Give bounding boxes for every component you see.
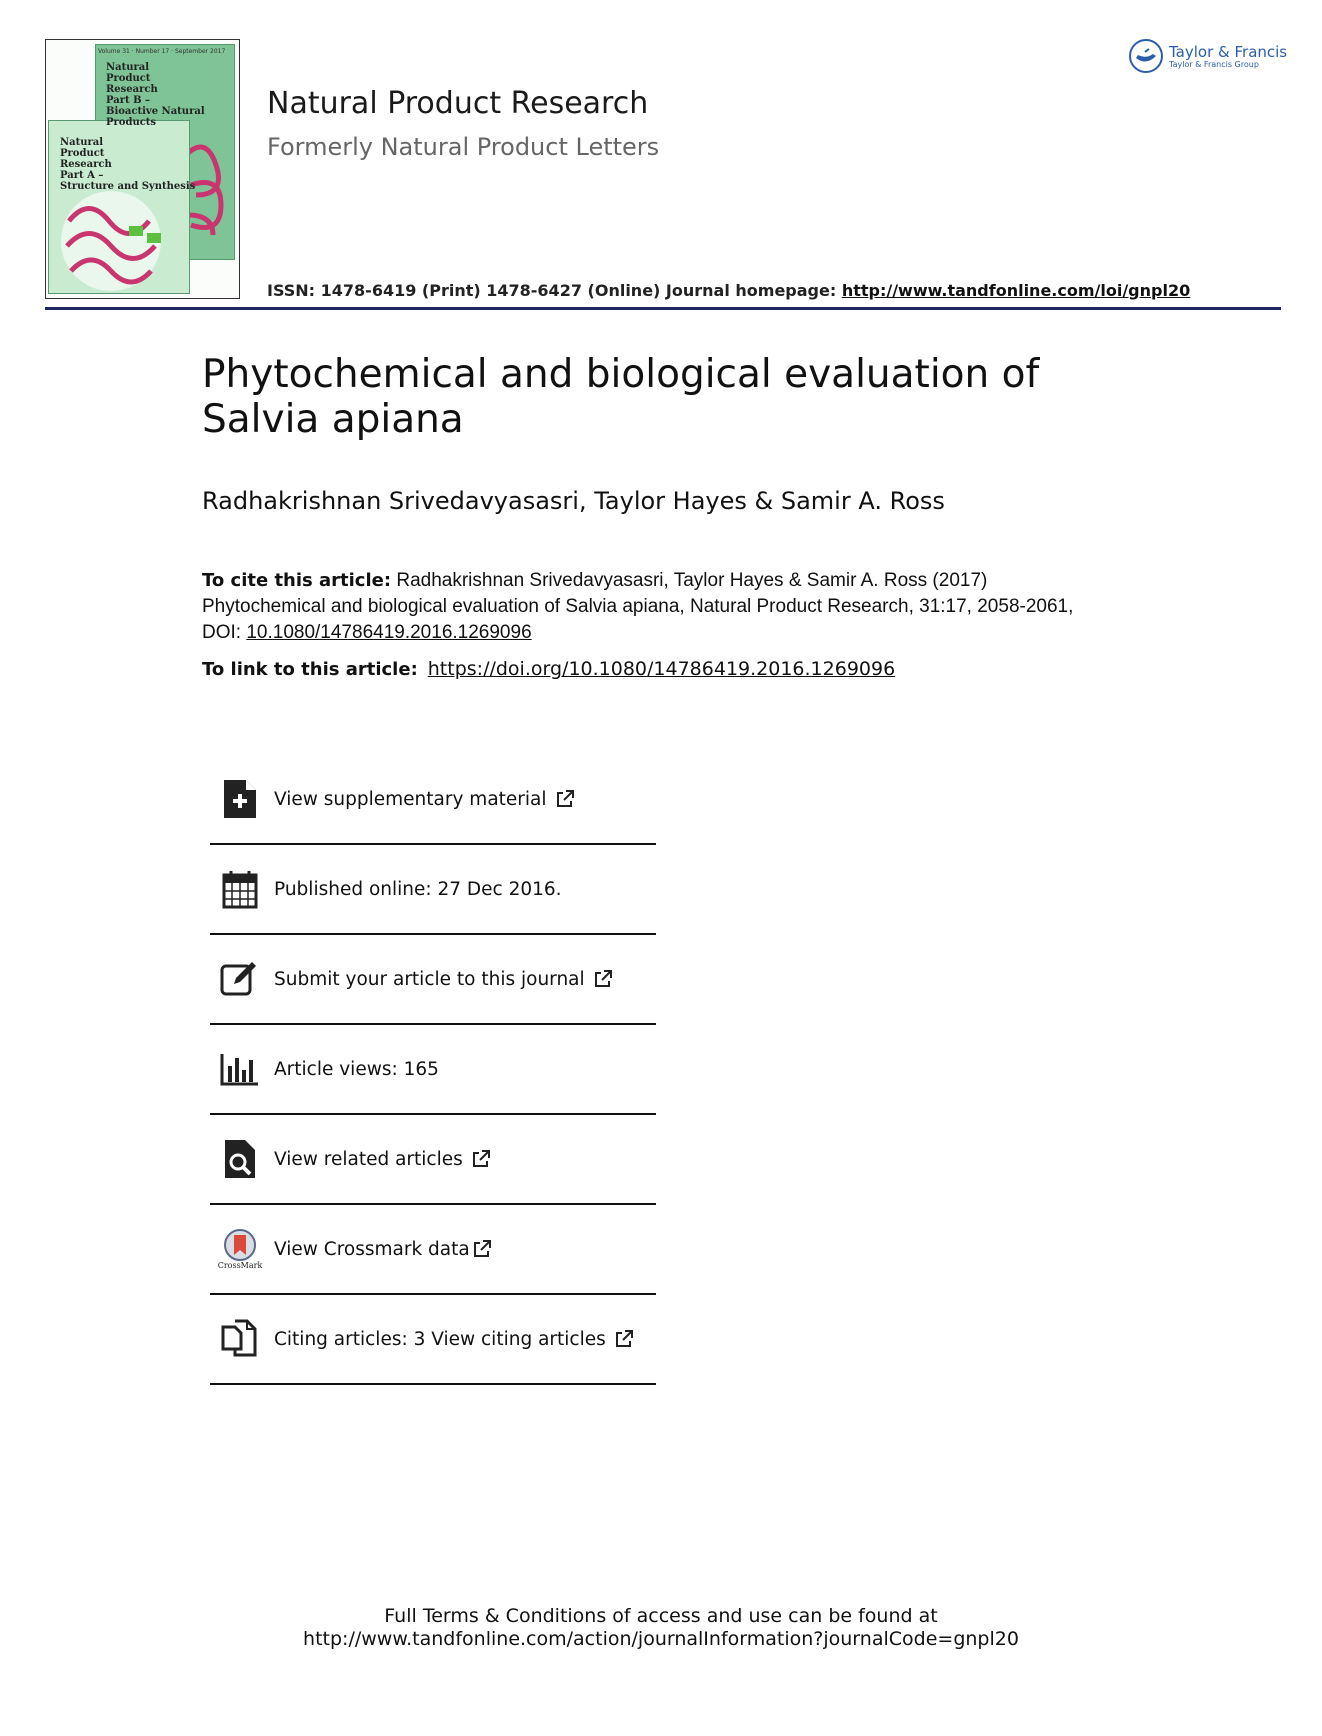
article-authors: Radhakrishnan Srivedavyasasri, Taylor Hayes & Samir A. Ross xyxy=(202,487,945,515)
external-link-icon xyxy=(472,1239,492,1259)
journal-title: Natural Product Research xyxy=(267,86,649,121)
journal-homepage-link[interactable]: http://www.tandfonline.com/loi/gnpl20 xyxy=(841,281,1191,300)
publisher-text xyxy=(1169,44,1287,69)
info-item-label: View related articles xyxy=(274,1148,463,1170)
crossmark-icon xyxy=(217,1227,263,1271)
cover-title-part-a-text: Natural Product Research Part A – Structure and Synthesis xyxy=(60,137,196,192)
article-title: Phytochemical and biological evaluation of Salvia apiana xyxy=(202,352,1040,442)
search-document-icon xyxy=(220,1137,260,1181)
cite-text: Radhakrishnan Srivedavyasasri, Taylor Hayes & Samir A. Ross (2017) Phytochemical and biological evaluation of Salvia apiana, Natural Product Research, 31:17, 2058-2061, DOI: xyxy=(202,570,1074,643)
info-item-label: Article views: 165 xyxy=(274,1058,439,1080)
article-views xyxy=(210,1025,656,1115)
calendar-icon xyxy=(220,867,260,911)
cite-label: To cite this article: xyxy=(202,570,392,591)
doi-link[interactable]: 10.1080/14786419.2016.1269096 xyxy=(246,622,532,643)
publisher-group: Taylor & Francis Group xyxy=(1169,59,1259,69)
view-related-articles[interactable] xyxy=(210,1115,656,1205)
header-divider xyxy=(45,307,1281,310)
external-link-icon xyxy=(593,969,613,989)
citing-articles[interactable] xyxy=(210,1295,656,1385)
article-doi-url[interactable]: https://doi.org/10.1080/14786419.2016.1269096 xyxy=(427,658,896,680)
info-item-label: Citing articles: 3 View citing articles xyxy=(274,1328,606,1350)
cover-small-text: Volume 31 · Number 17 · September 2017 xyxy=(98,48,226,55)
external-link-icon xyxy=(471,1149,491,1169)
terms-footer xyxy=(0,1605,1322,1651)
publisher-lamp-icon xyxy=(1128,38,1164,74)
edit-icon xyxy=(220,957,260,1001)
publisher-logo[interactable] xyxy=(1128,38,1287,74)
issn-line xyxy=(267,281,1190,300)
info-item-label: Submit your article to this journal xyxy=(274,968,585,990)
footer-line-1: Full Terms & Conditions of access and use can be found at xyxy=(384,1605,938,1627)
issn-text: ISSN: 1478-6419 (Print) 1478-6427 (Online) Journal homepage: xyxy=(267,281,842,300)
article-info-list xyxy=(210,755,656,1385)
cover-title-part-a xyxy=(60,137,195,192)
crossmark-caption: CrossMark xyxy=(217,1261,263,1270)
document-plus-icon xyxy=(220,777,260,821)
published-online xyxy=(210,845,656,935)
external-link-icon xyxy=(555,789,575,809)
footer-terms-link[interactable]: http://www.tandfonline.com/action/journalInformation?journalCode=gnpl20 xyxy=(303,1628,1019,1650)
info-item-label: Published online: 27 Dec 2016. xyxy=(274,878,562,900)
link-label: To link to this article: xyxy=(202,659,418,680)
view-supplementary-material[interactable] xyxy=(210,755,656,845)
citing-icon xyxy=(220,1317,260,1361)
journal-cover xyxy=(45,39,240,299)
submit-article[interactable] xyxy=(210,935,656,1025)
view-crossmark-data[interactable] xyxy=(210,1205,656,1295)
journal-subtitle: Formerly Natural Product Letters xyxy=(267,133,660,161)
cover-title-part-b-text: Natural Product Research Part B – Bioactive Natural Products xyxy=(106,62,205,128)
article-link-line xyxy=(202,658,895,680)
citation-block xyxy=(202,568,1102,646)
info-item-label: View supplementary material xyxy=(274,788,547,810)
info-item-label: View Crossmark data xyxy=(274,1238,470,1260)
cover-title-part-b xyxy=(106,62,239,128)
publisher-name: Taylor & Francis xyxy=(1169,42,1288,61)
external-link-icon xyxy=(614,1329,634,1349)
bar-chart-icon xyxy=(220,1047,260,1091)
